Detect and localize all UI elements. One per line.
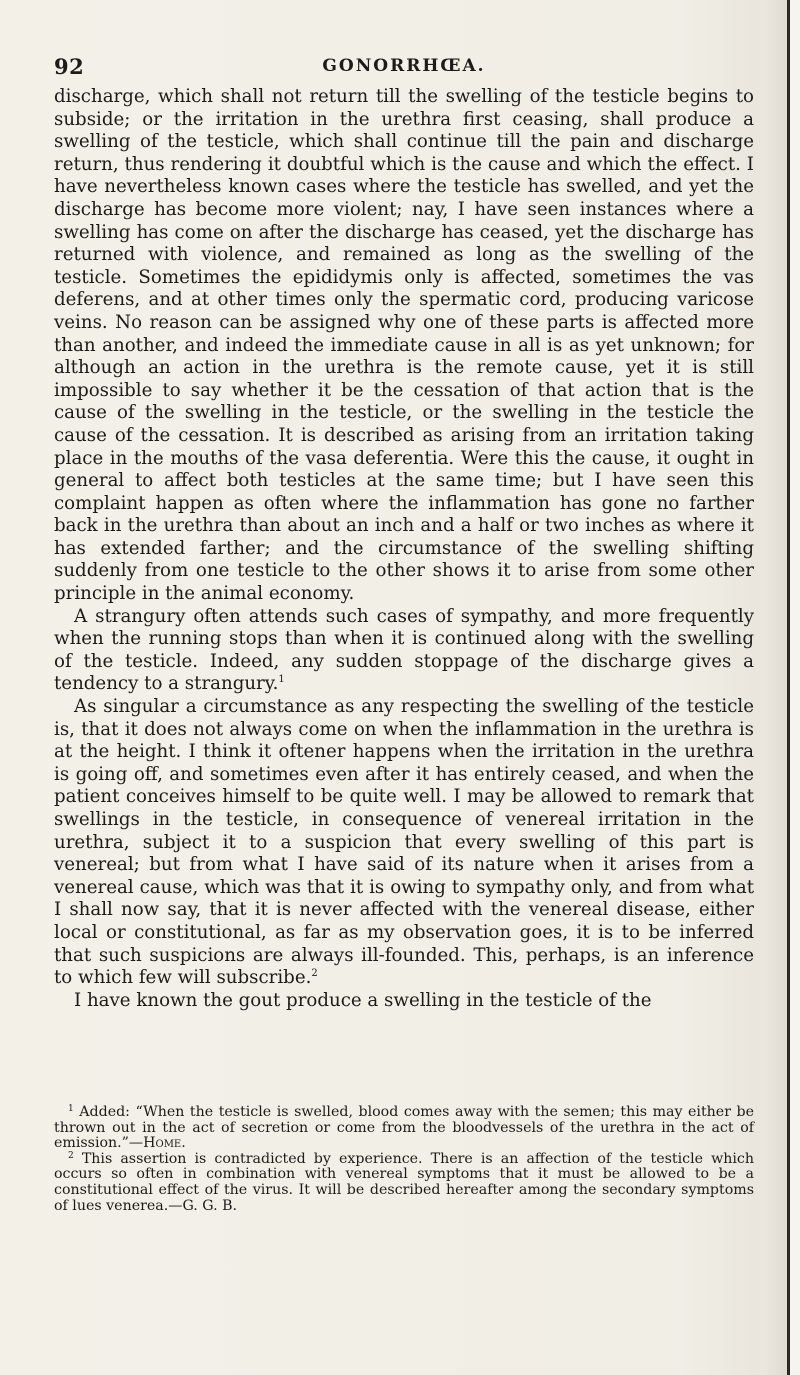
- paragraph: [54, 696, 754, 990]
- paragraph: [54, 606, 754, 696]
- paragraph: [54, 86, 754, 606]
- footnote-ref: 1: [278, 674, 285, 686]
- page-number: 92: [54, 54, 85, 79]
- footnote-mark: 1: [68, 1104, 74, 1114]
- footnote: [54, 1152, 754, 1214]
- footnotes: [54, 1105, 754, 1214]
- footnote-text: This assertion is contradicted by experience. There is an affection of the testicle which occurs so often in combination with venereal symptoms that it must be allowed to be a constitutional effect of the virus. It will be described hereafter among the secondary symptoms of lues venerea.—G. G. B.: [54, 1150, 755, 1214]
- footnote: [54, 1105, 754, 1152]
- running-title: GONORRHŒA.: [322, 56, 486, 76]
- footnote-mark: 2: [68, 1150, 74, 1161]
- paragraph-text: discharge, which shall not return till the swelling of the testicle begins to subside; or the irritation in the urethra first ceasing, shall produce a swelling of the testicle, which shall continue till the pain and discharge return, thus rendering it doubtful which is the cause and which the effect. I have nevertheless known cases where the testicle has swelled, and yet the discharge has become more violent; nay, I have seen instances where a swelling has come on after the discharge has ceased, yet the discharge has returned with violence, and remained as long as the swelling of the testicle. Sometimes the epididymis only is affected, sometimes the vas deferens, and at other times only the spermatic cord, producing varicose veins. No reason can be assigned why one of these parts is affected more than another, and indeed the immediate cause in all is as yet unknown; for although an action in the urethra is the remote cause, yet it is still impossible to say whether it be the cessation of that action that is the cause of the swelling in the testicle, or the swelling in the testicle the cause of the cessation. It is described as arising from an irritation taking place in the mouths of the vasa deferentia. Were this the cause, it ought in general to affect both testicles at the same time; but I have seen this complaint happen as often where the inflammation has gone no farther back in the urethra than about an inch and a half or two inches as where it has extended farther; and the circumstance of the swelling shifting suddenly from one testicle to the other shows it to arise from some other principle in the animal economy.: [54, 86, 754, 605]
- footnote-text: Added: “When the testicle is swelled, blood comes away with the semen; this may either be thrown out in the act of secretion or come from the bloodvessels of the urethra in the act of emission.”—: [54, 1104, 755, 1152]
- paragraph-text: I have known the gout produce a swelling in the testicle of the: [74, 989, 652, 1011]
- page-margin-strip: [790, 0, 800, 1375]
- paragraph: [54, 990, 754, 1013]
- page-edge-line: [787, 0, 790, 1375]
- paragraph-text: A strangury often attends such cases of sympathy, and more frequently when the running stops than when it is continued along with the swelling of the testicle. Indeed, any sudden stoppage of the discharge gives a tendency to a strangury.: [54, 605, 754, 695]
- footnote-ref: 2: [311, 968, 318, 980]
- footnote-author: Home.: [143, 1135, 186, 1152]
- paragraph-text: As singular a circumstance as any respecting the swelling of the testicle is, that it does not always come on when the inflammation in the urethra is at the height. I think it oftener happens when the irritation in the urethra is going off, and sometimes even after it has entirely ceased, and when the patient conceives himself to be quite well. I may be allowed to remark that swellings in the testicle, in consequence of venereal irritation in the urethra, subject it to a suspicion that every swelling of this part is venereal; but from what I have said of its nature when it arises from a venereal cause, which was that it is owing to sympathy only, and from what I shall now say, that it is never affected with the venereal disease, either local or constitutional, as far as my observation goes, it is to be inferred that such suspicions are always ill-founded. This, perhaps, is an inference to which few will subscribe.: [54, 696, 754, 989]
- page-header: [54, 54, 744, 84]
- body-text: [54, 86, 754, 1012]
